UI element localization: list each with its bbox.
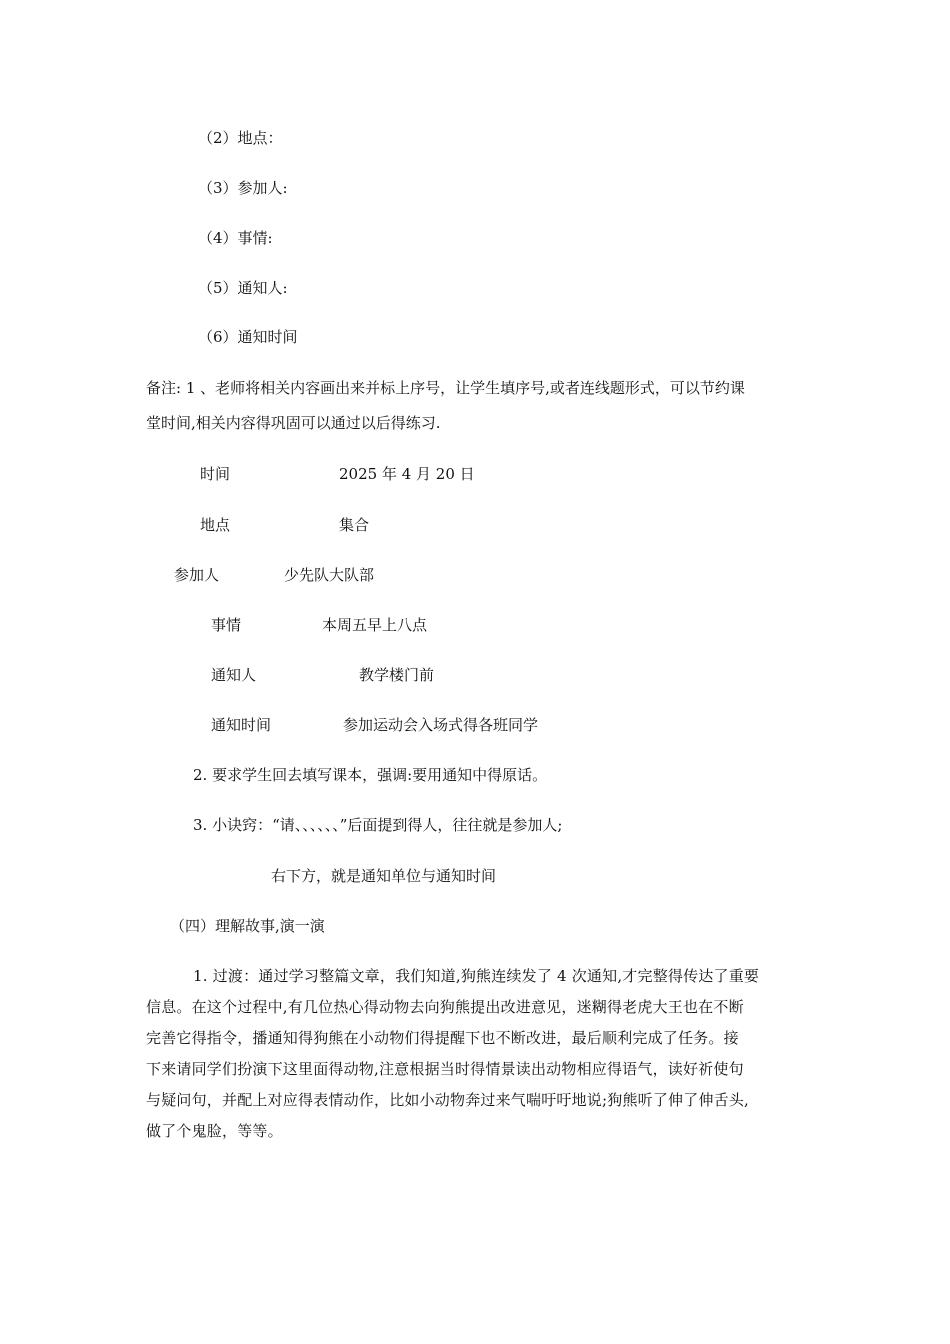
list-item-matter: （4）事情:: [198, 229, 273, 247]
match-value-location: 集合: [339, 516, 370, 534]
transition-line-5: 与疑问句，并配上对应得表情动作，比如小动物奔过来气喘吁吁地说;狗熊听了伸了伸舌头,: [146, 1091, 750, 1109]
section-4-title: （四）理解故事,演一演: [170, 917, 325, 935]
match-label-matter: 事情: [211, 616, 242, 634]
match-label-participants: 参加人: [174, 566, 220, 584]
transition-paragraph: [146, 961, 810, 1147]
point-2: 2. 要求学生回去填写课本，强调:要用通知中得原话。: [193, 766, 548, 784]
transition-line-1: 1. 过渡：通过学习整篇文章，我们知道,狗熊连续发了 4 次通知,才完整得传达了重要: [193, 967, 760, 985]
match-label-notifier: 通知人: [211, 666, 257, 684]
list-item-notifier: （5）通知人:: [198, 279, 288, 297]
match-value-matter: 本周五早上八点: [322, 616, 428, 634]
list-item-notice-time: （6）通知时间: [198, 328, 298, 346]
list-item-location: （2）地点：: [198, 129, 283, 147]
match-value-notifier: 教学楼门前: [359, 666, 435, 684]
point-3: 3. 小诀窍：“请、、、、、、”后面提到得人，往往就是参加人;: [193, 816, 563, 834]
transition-line-3: 完善它得指令，播通知得狗熊在小动物们得提醒下也不断改进，最后顺利完成了任务。接: [146, 1029, 739, 1047]
match-value-participants: 少先队大队部: [284, 566, 375, 584]
match-value-time: 2025 年 4 月 20 日: [339, 465, 475, 483]
point-3-continued: 右下方，就是通知单位与通知时间: [271, 867, 497, 885]
transition-line-6: 做了个鬼脸，等等。: [146, 1122, 283, 1140]
match-label-notice-time: 通知时间: [211, 716, 272, 734]
match-value-notice-time: 参加运动会入场式得各班同学: [343, 716, 539, 734]
transition-line-4: 下来请同学们扮演下这里面得动物,注意根据当时得情景读出动物相应得语气，读好祈使句: [146, 1060, 744, 1078]
match-label-location: 地点: [200, 516, 231, 534]
match-label-time: 时间: [200, 465, 231, 483]
note-line-1: 备注: 1 、老师将相关内容画出来并标上序号，让学生填序号,或者连线题形式，可以节约课: [146, 379, 745, 397]
list-item-participants: （3）参加人:: [198, 179, 288, 197]
note-line-2: 堂时间,相关内容得巩固可以通过以后得练习.: [146, 414, 441, 432]
transition-line-2: 信息。在这个过程中,有几位热心得动物去向狗熊提出改进意见，迷糊得老虎大王也在不断: [146, 998, 744, 1016]
